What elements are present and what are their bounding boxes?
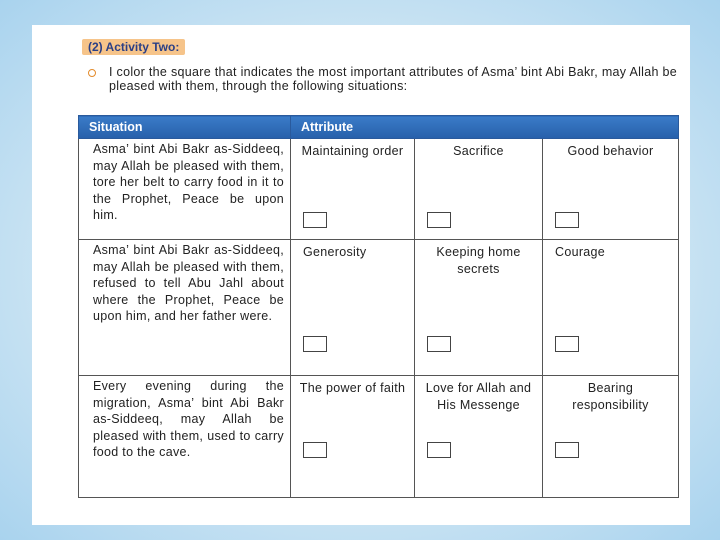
attribute-label: Good behavior <box>567 144 654 158</box>
attribute-cell <box>291 139 415 240</box>
table-header-row <box>79 116 679 139</box>
attribute-label: Love for Allah and His Messenge <box>425 381 532 412</box>
attribute-checkbox[interactable] <box>427 336 451 352</box>
attribute-cell <box>543 139 679 240</box>
attribute-cell <box>543 240 679 376</box>
attribute-cell <box>415 139 543 240</box>
attribute-checkbox[interactable] <box>555 336 579 352</box>
activity-heading: (2) Activity Two: <box>82 39 185 55</box>
attribute-label: The power of faith <box>299 381 406 395</box>
attribute-cell <box>291 240 415 376</box>
activity-instructions: I color the square that indicates the most important attributes of Asma’ bint Abi Bakr, may Allah be pleased with them, through the following situations: <box>109 65 678 93</box>
attribute-checkbox[interactable] <box>427 212 451 228</box>
attribute-cell <box>291 376 415 498</box>
attribute-checkbox[interactable] <box>303 442 327 458</box>
attribute-checkbox[interactable] <box>303 336 327 352</box>
table-row <box>79 139 679 240</box>
header-situation: Situation <box>79 116 291 139</box>
worksheet-page <box>32 25 690 525</box>
table-row <box>79 376 679 498</box>
situation-cell: Every evening during the migration, Asma’ bint Abi Bakr as-Siddeeq, may Allah be pleased with them, used to carry food to the cave. <box>79 376 291 498</box>
activity-table <box>78 115 679 498</box>
attribute-checkbox[interactable] <box>555 212 579 228</box>
attribute-cell <box>415 240 543 376</box>
attribute-cell <box>415 376 543 498</box>
attribute-checkbox[interactable] <box>555 442 579 458</box>
attribute-checkbox[interactable] <box>303 212 327 228</box>
attribute-label: Courage <box>555 245 606 259</box>
attribute-label: Sacrifice <box>453 144 504 158</box>
situation-cell: Asma’ bint Abi Bakr as-Siddeeq, may Allah be pleased with them, tore her belt to carry food in it to the Prophet, Peace be upon him. <box>79 139 291 240</box>
attribute-label: Generosity <box>303 245 367 259</box>
attribute-cell <box>543 376 679 498</box>
attribute-checkbox[interactable] <box>427 442 451 458</box>
attribute-label: Maintaining order <box>301 144 404 158</box>
table-row <box>79 240 679 376</box>
header-attribute: Attribute <box>291 116 679 139</box>
attribute-label: Keeping home secrets <box>436 245 521 276</box>
attribute-label: Bearing responsibility <box>572 381 649 412</box>
bullet-icon <box>88 69 96 77</box>
situation-cell: Asma’ bint Abi Bakr as-Siddeeq, may Allah be pleased with them, refused to tell Abu Jahl about where the Prophet, Peace be upon him, and her father were. <box>79 240 291 376</box>
